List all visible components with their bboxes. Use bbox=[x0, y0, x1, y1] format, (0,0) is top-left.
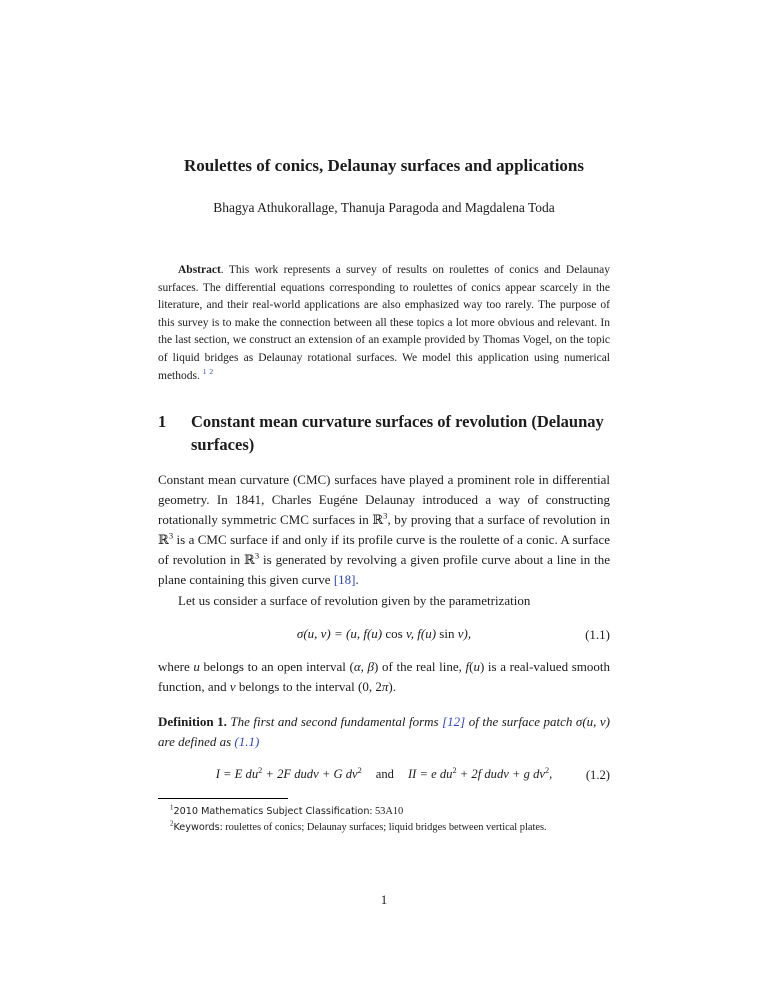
footnote-2 bbox=[158, 820, 610, 836]
text-segment: 2 bbox=[452, 766, 457, 776]
text-segment: + 2F dudv + G dv bbox=[262, 767, 358, 782]
text-segment: The first and second fundamental forms bbox=[226, 714, 443, 730]
content-column bbox=[158, 155, 610, 948]
text-segment: belongs to the interval (0, 2 bbox=[235, 678, 382, 694]
section-title: Constant mean curvature surfaces of revolution (Delaunay surfaces) bbox=[191, 412, 604, 454]
text-segment: 3 bbox=[168, 530, 174, 541]
citation-link[interactable]: [18] bbox=[333, 572, 356, 588]
text-segment: : 53A10 bbox=[369, 806, 404, 818]
text-segment: σ(u, v) = (u, f(u) bbox=[296, 625, 386, 641]
text-segment: 2 bbox=[545, 766, 550, 776]
text-segment: , bbox=[549, 767, 553, 782]
text-segment: . bbox=[355, 572, 359, 588]
text-segment: 3 bbox=[383, 510, 388, 521]
text-segment: v), bbox=[457, 625, 472, 641]
text-segment: 3 bbox=[254, 551, 260, 562]
text-segment: : roulettes of conics; Delaunay surfaces; liquid bridges between vertical plates. bbox=[219, 821, 547, 833]
text-segment: is generated by revolving a given profile curve about a line in the plane containing this given curve bbox=[158, 552, 610, 588]
text-segment: and bbox=[375, 767, 394, 782]
equation-1-2-tag: (1.2) bbox=[585, 768, 610, 783]
text-segment: of the surface patch bbox=[465, 714, 576, 730]
footnote-block bbox=[158, 798, 610, 835]
text-segment: f bbox=[465, 658, 470, 674]
text-segment: ( bbox=[469, 658, 474, 674]
section-heading bbox=[158, 411, 610, 456]
text-segment: are defined as bbox=[158, 734, 235, 750]
equation-1-2-body bbox=[216, 767, 553, 781]
text-segment: cos bbox=[385, 625, 406, 641]
section-number: 1 bbox=[158, 412, 167, 432]
text-segment: u bbox=[193, 658, 200, 674]
body-paragraph-2: Let us consider a surface of revolution given by the parametrization bbox=[178, 592, 531, 608]
text-segment: Constant mean curvature (CMC) surfaces have played a prominent role in differential geometry. In 1841, Charles Eugéne Delaunay introduced a way of constructing rotationally symmetric CMC surfaces in bbox=[158, 471, 610, 528]
footnote-marker-link[interactable]: 2 bbox=[209, 366, 214, 376]
text-segment: ) is a real-valued smooth function, and bbox=[158, 658, 610, 694]
paper-authors: Bhagya Athukorallage, Thanuja Paragoda and Magdalena Toda bbox=[213, 200, 555, 216]
footnote-1 bbox=[158, 804, 610, 820]
text-segment: . This work represents a survey of results on roulettes of conics and Delaunay surfaces. The differential equations corresponding to roulettes of conics appear scarcely in the literature, and their real-world applications are also emphasized way too rarely. The purpose of this survey is to make the connection between all these topics a lot more obvious and relevant. In the last section, we construct an extension of an example provided by Thomas Vogel, on the topic of liquid bridges as Delaunay rotational surfaces. We model this application using numerical methods. bbox=[158, 264, 610, 382]
text-segment: ) of the real line, bbox=[374, 658, 466, 674]
text-segment: u bbox=[473, 658, 480, 674]
text-segment: 2 bbox=[357, 766, 362, 776]
text-segment: π bbox=[381, 678, 389, 694]
text-segment: σ(u, v) bbox=[575, 714, 611, 730]
text-segment: v, f(u) bbox=[405, 625, 440, 641]
text-segment: + 2f dudv + g dv bbox=[456, 767, 545, 782]
text-segment: is a CMC surface if and only if its profile curve is the roulette of a conic. A surface of revolution in bbox=[158, 532, 610, 568]
text-segment: α, β bbox=[353, 658, 375, 674]
equation-1-1 bbox=[158, 626, 610, 642]
text-segment: Definition 1. bbox=[158, 714, 227, 730]
text-segment: belongs to an open interval ( bbox=[199, 658, 354, 674]
text-segment: I = E du bbox=[215, 767, 259, 782]
text-segment: ℝ bbox=[244, 552, 255, 568]
text-segment: ). bbox=[388, 678, 396, 694]
footnote-rule bbox=[158, 798, 288, 799]
equation-1-1-body bbox=[297, 626, 471, 641]
text-segment: sin bbox=[439, 625, 458, 641]
text-segment: ℝ bbox=[158, 532, 169, 548]
equation-1-2 bbox=[158, 767, 610, 782]
body-paragraph-3 bbox=[158, 657, 610, 697]
text-segment: , by proving that a surface of revolution in bbox=[387, 512, 611, 528]
text-segment: where bbox=[158, 658, 194, 674]
text-segment: 2 bbox=[258, 766, 263, 776]
text-segment: II = e du bbox=[407, 767, 453, 782]
citation-link[interactable]: [12] bbox=[442, 714, 466, 730]
citation-link[interactable]: (1.1) bbox=[234, 734, 260, 750]
equation-1-1-tag: (1.1) bbox=[585, 626, 610, 642]
text-segment: 1 bbox=[170, 804, 174, 812]
body-paragraph-1 bbox=[158, 470, 610, 591]
paper-title: Roulettes of conics, Delaunay surfaces and applications bbox=[184, 156, 584, 175]
page-number: 1 bbox=[380, 891, 388, 907]
text-segment: Abstract bbox=[178, 264, 221, 277]
text-segment: 2 bbox=[170, 820, 174, 828]
text-segment: ℝ bbox=[372, 512, 384, 528]
footnote-marker-link[interactable]: 1 bbox=[202, 366, 207, 376]
text-segment: v bbox=[229, 678, 236, 694]
abstract-paragraph bbox=[158, 262, 610, 385]
definition-paragraph bbox=[158, 712, 610, 752]
text-segment: Keywords bbox=[173, 821, 220, 833]
text-segment: 2010 Mathematics Subject Classification bbox=[173, 806, 370, 818]
